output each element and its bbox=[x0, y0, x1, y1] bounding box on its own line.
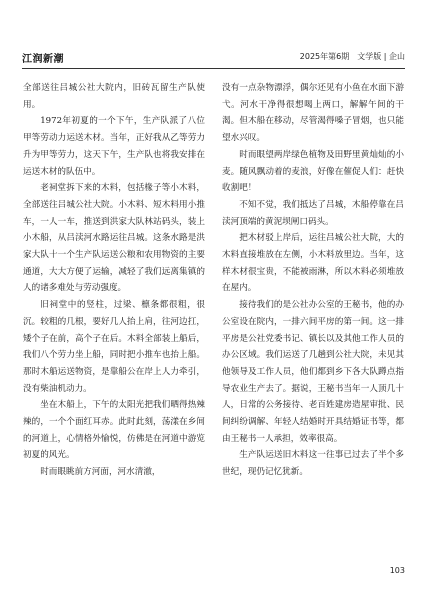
paragraph: 老祠堂拆下来的木料，包括椽子等小木料，全部送往吕城公社大院。小木料、短木料用小推车，一人一车，推送到洪家大队林站码头，装上小木船，从吕渎河水路运往吕城。这条水路是洪家大队十一个生产队运送公粮和农用物资的主要通道，大大方便了运输，减轻了我们远离集镇的人的诸多难处与劳动强度。 bbox=[23, 183, 205, 294]
paragraph: 不知不觉，我们抵达了吕城，木船停靠在吕渎河顶端的黄泥坝闸口码头。 bbox=[222, 199, 404, 227]
paragraph: 时而眼眺前方河面，河水清澈， bbox=[40, 467, 161, 478]
paragraph: 全部送往吕城公社大院内，旧砖瓦留生产队使用。 bbox=[23, 83, 205, 110]
paragraph: 把木材驳上岸后，运往吕城公社大院，大的木料直接堆放在左侧，小木料放里边。当年，这样木材很宝贵，不能被雨淋，所以木料必须堆放在屋内。 bbox=[222, 233, 404, 294]
paragraph: 时而眼望两岸绿色植物及田野里黄灿灿的小麦。随风飘动着的麦浪，好像在催促人们：赶快收割吧！ bbox=[222, 149, 404, 194]
paragraph: 接待我们的是公社办公室的王秘书，他的办公室设在院内，一排六间平房的第一间。这一排平房是公社党委书记、镇长以及其他工作人员的办公区域。我们运送了几趟到公社大院，未见其他领导及工作人员，他们都到乡下各大队蹲点指导农业生产去了。据说，王秘书当年一人顶几十人，日常的公务接待、老百姓建房造屋审批、民间纠纷调解、年轻人结婚时开具结婚证书等，都由王秘书一人承担，效率很高。 bbox=[222, 300, 404, 444]
page-number: 103 bbox=[389, 566, 405, 575]
left-text-column bbox=[23, 80, 205, 560]
paragraph: 坐在木船上，下午的太阳光把我们晒得热辣辣的，一个个面红耳赤。此时此刻，荡漾在乡间的河道上，心情格外愉悦，仿佛是在河道中游览初夏的风光。 bbox=[23, 400, 205, 461]
paragraph: 生产队运送旧木料这一往事已过去了半个多世纪，现仍记忆犹新。 bbox=[222, 450, 404, 478]
page-header bbox=[22, 50, 405, 66]
header-rule bbox=[22, 68, 405, 69]
paragraph: 没有一点杂物漂浮，偶尔还见有小鱼在水面下游弋。河水干净得很想喝上两口，解解午间的干渴。但木船在移动，尽管渴得嗓子冒烟，也只能望水兴叹。 bbox=[222, 83, 404, 144]
right-text-column bbox=[222, 80, 404, 560]
magazine-logo: 江润新潮 bbox=[22, 54, 64, 65]
paragraph: 1972年初夏的一个下午，生产队派了八位甲等劳动力运送木材。当年，正好我从乙等劳力升为甲等劳力，这天下午，生产队也将我安排在运送木材的队伍中。 bbox=[23, 116, 205, 177]
issue-info: 2025年第6期 文学版 | 企山 bbox=[299, 52, 405, 61]
paragraph: 旧祠堂中的竖柱，过梁、檩条都很粗，很沉。较粗的几根，要好几人抬上肩，往河边扛，矮个子在前，高个子在后。木料全部装上船后，我们八个劳力坐上船，同时把小推车也抬上船。那时木船运送物资，是靠船公在岸上人力牵引，没有柴油机动力。 bbox=[23, 300, 205, 394]
